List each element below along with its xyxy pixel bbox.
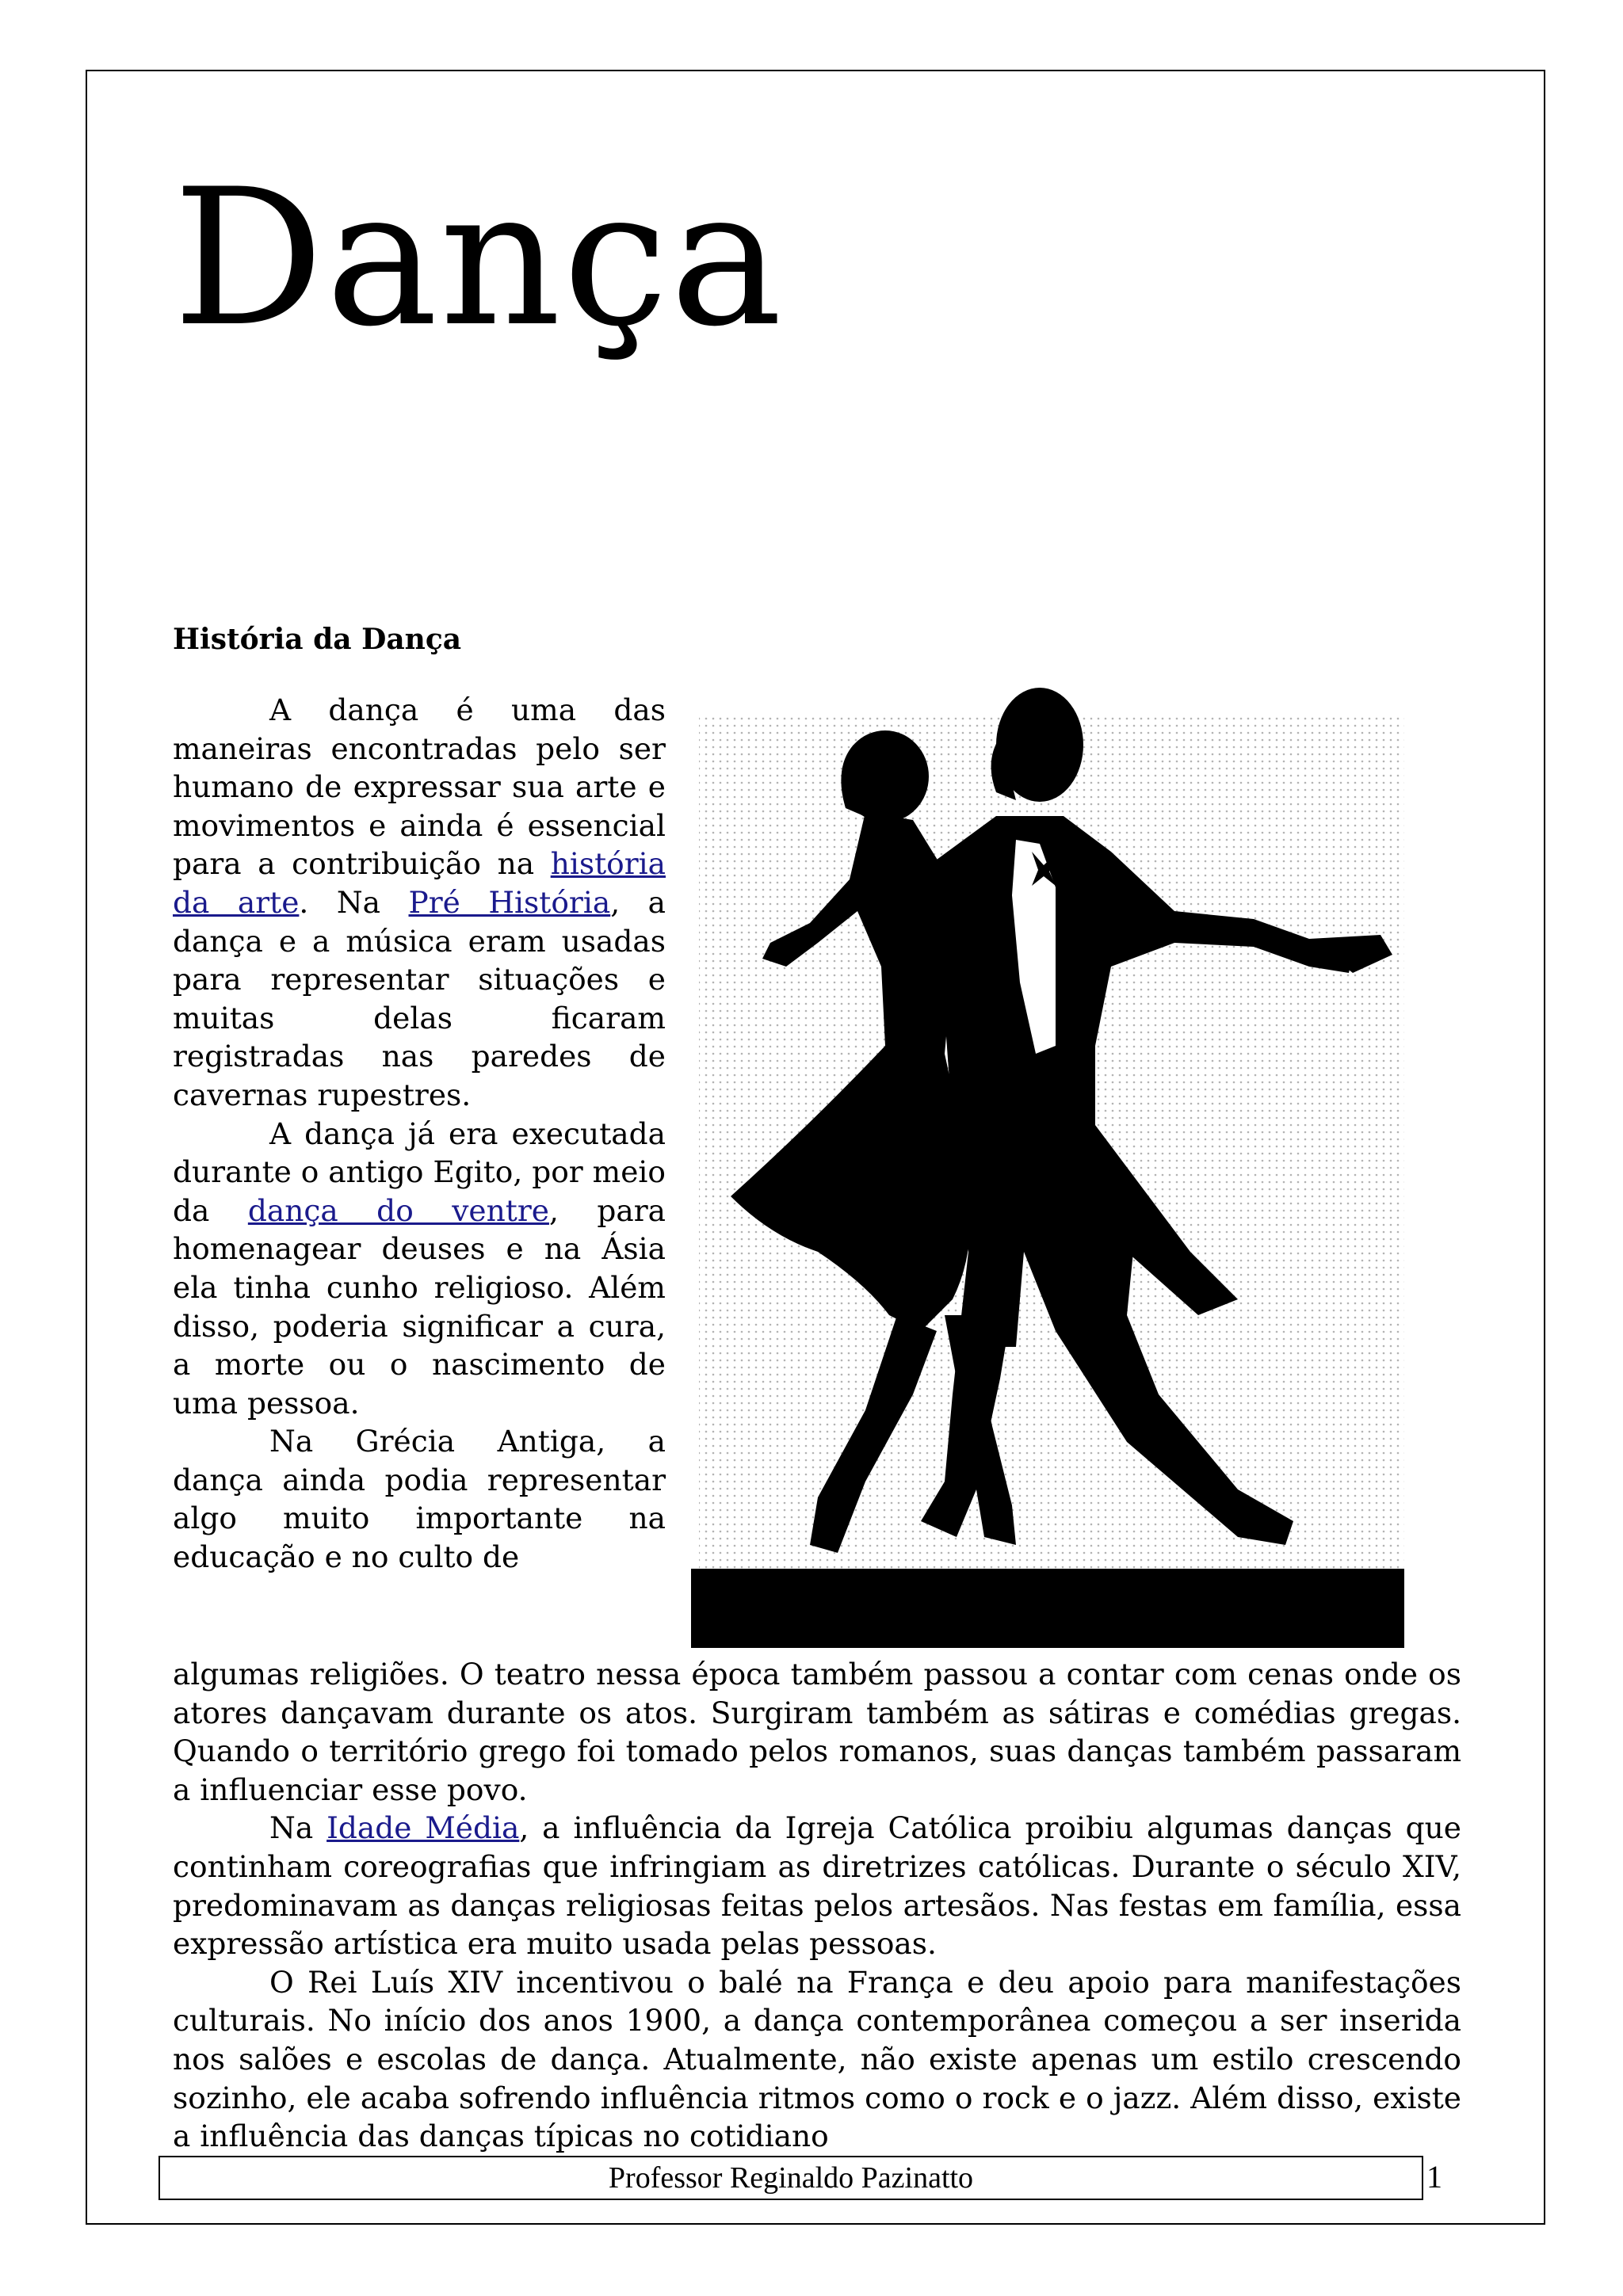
paragraph-3-part-2: algumas religiões. O teatro nessa época também passou a contar com cenas onde os atores dançavam durante os atos. Surgiram também as sátiras e comédias gregas. Quando o território grego foi tomado pelos romanos, suas danças também passaram a influenciar esse povo. <box>173 1657 1461 1807</box>
section-heading: História da Dança <box>173 623 462 656</box>
paragraph-2 <box>173 1115 666 1423</box>
paragraph-2-text-a: A dança já era executada durante o antigo Egito, por meio da <box>173 1116 666 1228</box>
paragraph-4 <box>173 1809 1461 1962</box>
paragraph-1-text-c: , a dança e a música eram usadas para representar situações e muitas delas ficaram registradas nas paredes de cavernas rupestres. <box>173 884 666 1112</box>
page-number: 1 <box>1426 2159 1442 2195</box>
link-danca-do-ventre[interactable]: dança do ventre <box>247 1192 549 1228</box>
link-pre-historia[interactable]: Pré História <box>408 884 611 920</box>
link-historia-da-arte[interactable]: história da arte <box>173 846 666 920</box>
paragraph-1-text-a: A dança é uma das maneiras encontradas pelo ser humano de expressar sua arte e movimentos e ainda é essencial para a contribuição na <box>173 692 666 882</box>
paragraph-2-text-b: , para homenagear deuses e na Ásia ela tinha cunho religioso. Além disso, poderia significar a cura, a morte ou o nascimento de uma pessoa. <box>173 1192 666 1421</box>
paragraph-1-text-b: . Na <box>299 884 409 920</box>
paragraph-4-text-a: Na <box>269 1810 327 1846</box>
dancing-couple-silhouette-icon <box>683 681 1412 1650</box>
paragraph-4-text-b: , a influência da Igreja Católica proibiu algumas danças que continham coreografias que infringiam as diretrizes católicas. Durante o século XIV, predominavam as danças religiosas feitas pelos artesãos. Nas festas em família, essa expressão artística era muito usada pelas pessoas. <box>173 1810 1461 1962</box>
document-title: Dança <box>173 149 785 368</box>
full-width-text-column <box>173 1655 1461 2156</box>
link-idade-media[interactable]: Idade Média <box>327 1810 520 1846</box>
left-text-column <box>173 691 666 1577</box>
paragraph-5: O Rei Luís XIV incentivou o balé na França e deu apoio para manifestações culturais. No início dos anos 1900, a dança contemporânea começou a ser inserida nos salões e escolas de dança. Atualmente, não existe apenas um estilo crescendo sozinho, ele acaba sofrendo influência ritmos como o rock e o jazz. Além disso, existe a influência das danças típicas no cotidiano <box>173 1964 1461 2154</box>
paragraph-1 <box>173 691 666 1115</box>
footer-author: Professor Reginaldo Pazinatto <box>158 2156 1423 2200</box>
paragraph-3-part-1: Na Grécia Antiga, a dança ainda podia representar algo muito importante na educação e no culto de <box>173 1424 666 1575</box>
